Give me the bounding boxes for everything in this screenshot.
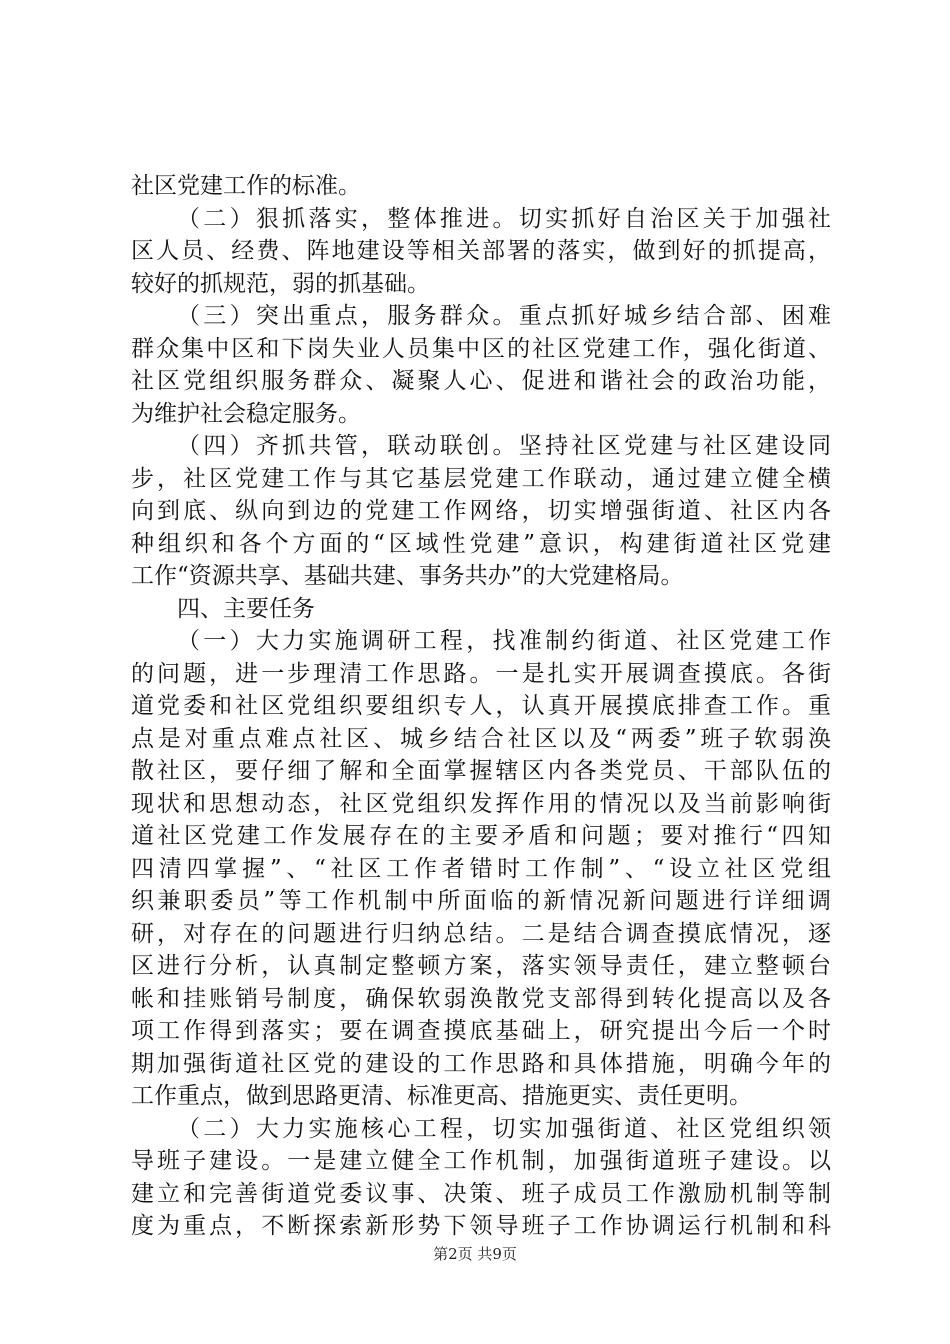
text-line: 建立和完善街道党委议事、决策、班子成员工作激励机制等制	[131, 1180, 831, 1207]
text-line: 度为重点，不断探索新形势下领导班子工作协调运行机制和科	[131, 1213, 831, 1239]
text-line: （一）大力实施调研工程，找准制约街道、社区党建工作	[177, 628, 831, 654]
text-line: （二）大力实施核心工程，切实加强街道、社区党组织领	[177, 1115, 831, 1142]
text-line: 四清四掌握”、“社区工作者错时工作制”、“设立社区党组	[131, 855, 831, 882]
text-line: 步，社区党建工作与其它基层党建工作联动，通过建立健全横	[131, 465, 831, 492]
text-line: 点是对重点难点社区、城乡结合社区以及“两委”班子软弱涣	[131, 725, 831, 752]
text-line: （四）齐抓共管，联动联创。坚持社区党建与社区建设同	[177, 433, 831, 459]
text-line: 种组织和各个方面的“区域性党建”意识，构建街道社区党建	[131, 530, 831, 557]
text-line: 为维护社会稳定服务。	[131, 400, 361, 427]
text-line: 道社区党建工作发展存在的主要矛盾和问题；要对推行“四知	[131, 823, 831, 849]
text-line: 工作重点，做到思路更清、标准更高、措施更实、责任更明。	[131, 1083, 752, 1109]
text-line: 帐和挂账销号制度，确保软弱涣散党支部得到转化提高以及各	[131, 985, 831, 1012]
document-body	[131, 170, 831, 1243]
text-line: 群众集中区和下岗失业人员集中区的社区党建工作，强化街道、	[131, 335, 831, 362]
text-line: 散社区，要仔细了解和全面掌握辖区内各类党员、干部队伍的	[131, 758, 831, 784]
page-number-footer: 第2页 共9页	[433, 1245, 517, 1263]
text-line: 区进行分析，认真制定整顿方案，落实领导责任，建立整顿台	[131, 953, 831, 979]
text-line: 区人员、经费、阵地建设等相关部署的落实，做到好的抓提高，	[131, 238, 831, 264]
text-line: 项工作得到落实；要在调查摸底基础上，研究提出今后一个时	[131, 1018, 831, 1044]
text-line: 织兼职委员”等工作机制中所面临的新情况新问题进行详细调	[131, 888, 831, 914]
text-line: 社区党组织服务群众、凝聚人心、促进和谐社会的政治功能，	[131, 368, 831, 394]
text-line: 导班子建设。一是建立健全工作机制，加强街道班子建设。以	[131, 1148, 831, 1174]
text-line: 现状和思想动态，社区党组织发挥作用的情况以及当前影响街	[131, 790, 831, 817]
text-line: 向到底、纵向到边的党建工作网络，切实增强街道、社区内各	[131, 498, 831, 524]
text-line: 的问题，进一步理清工作思路。一是扎实开展调查摸底。各街	[131, 660, 831, 687]
text-line: 期加强街道社区党的建设的工作思路和具体措施，明确今年的	[131, 1050, 831, 1077]
text-line: 社区党建工作的标准。	[131, 173, 361, 199]
text-line: 道党委和社区党组织要组织专人，认真开展摸底排查工作。重	[131, 693, 831, 719]
text-line: （三）突出重点，服务群众。重点抓好城乡结合部、困难	[177, 303, 831, 329]
text-line: 工作“资源共享、基础共建、事务共办”的大党建格局。	[131, 563, 684, 589]
text-line: （二）狠抓落实，整体推进。切实抓好自治区关于加强社	[177, 205, 831, 232]
section-heading: 四、主要任务	[177, 595, 315, 622]
text-line: 研，对存在的问题进行归纳总结。二是结合调查摸底情况，逐	[131, 920, 831, 947]
text-line: 较好的抓规范，弱的抓基础。	[131, 270, 430, 297]
